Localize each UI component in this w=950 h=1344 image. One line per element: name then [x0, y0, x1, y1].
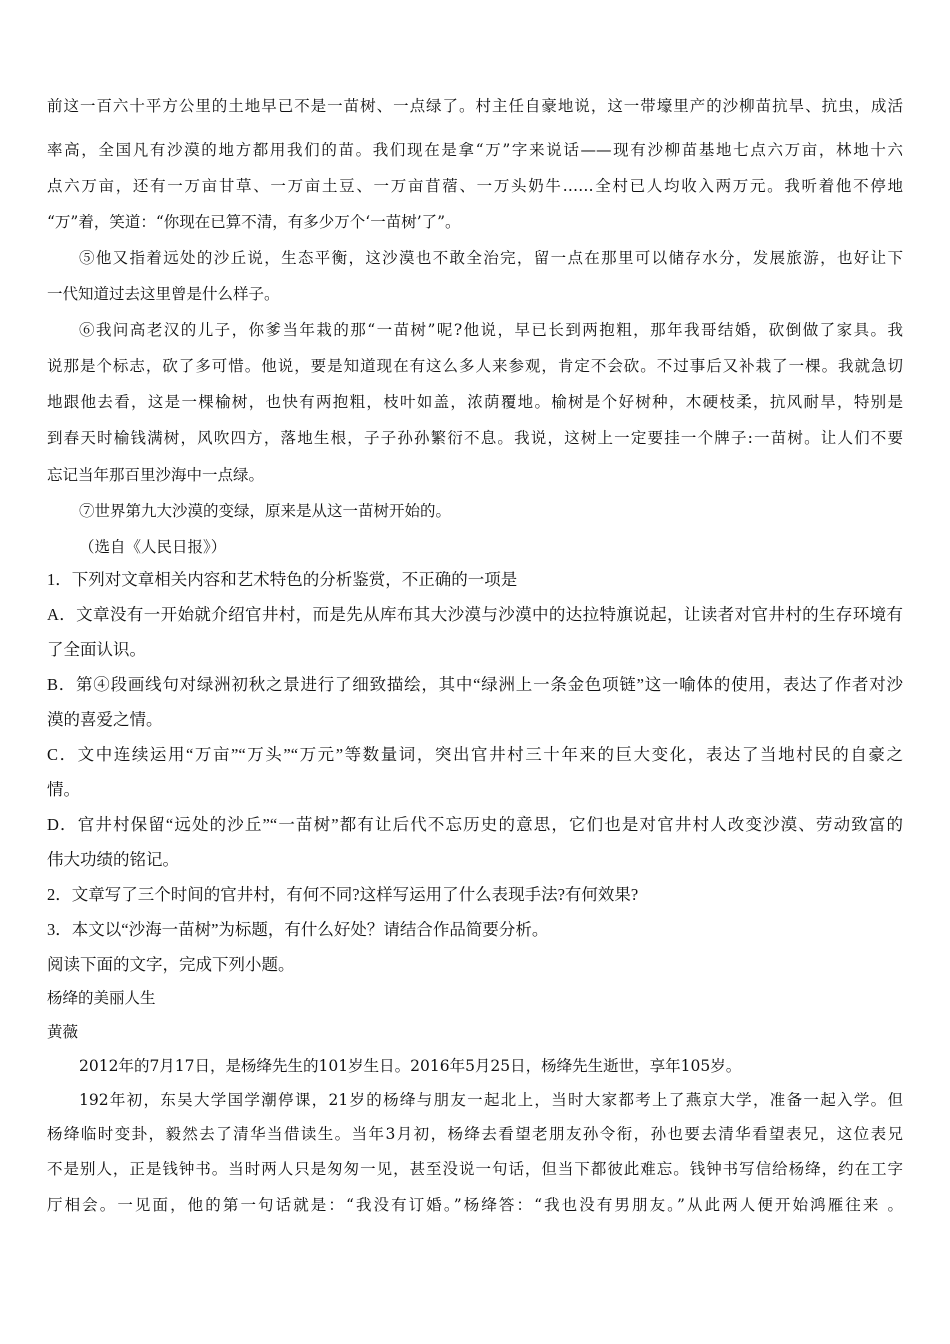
paragraph-line: ⑥我问高老汉的儿子，你爹当年栽的那“一苗树”呢?他说，早已长到两抱粗，那年我哥结婚，砍倒做了家具。我 — [79, 321, 903, 339]
paragraph-line: 地跟他去看，这是一棵榆树，也快有两抱粗，枝叶如盖，浓荫覆地。榆树是个好树种，木硬枝柔，抗风耐旱，特别是 — [47, 393, 903, 411]
source-citation: （选自《人民日报》） — [79, 538, 227, 556]
option-d-continued: 伟大功绩的铭记。 — [47, 850, 179, 869]
paragraph-line: 不是别人，正是钱钟书。当时两人只是匆匆一见，甚至没说一句话，但当下都彼此难忘。钱钟书写信给杨绛，约在工字 — [47, 1160, 903, 1178]
option-c: C．文中连续运用“万亩”“万头”“万元”等数量词，突出官井村三十年来的巨大变化，表达了当地村民的自豪之 — [47, 745, 903, 764]
question-2: 2．文章写了三个时间的官井村，有何不同?这样写运用了什么表现手法?有何效果? — [47, 885, 639, 904]
paragraph-line: 说那是个标志，砍了多可惜。他说，要是知道现在有这么多人来参观，肯定不会砍。不过事后又补栽了一棵。我就急切 — [47, 357, 903, 375]
paragraph-line: 厅相会。一见面，他的第一句话就是：“我没有订婚。”杨绛答：“我也没有男朋友。”从此两人便开始鸿雁往来 。 — [47, 1196, 903, 1214]
paragraph-line: 2012年的7月17日，是杨绛先生的101岁生日。2016年5月25日，杨绛先生逝世，享年105岁。 — [79, 1057, 742, 1075]
option-c-continued: 情。 — [47, 780, 80, 799]
paragraph-line: ⑦世界第九大沙漠的变绿，原来是从这一苗树开始的。 — [79, 502, 452, 520]
paragraph-line: ⑤他又指着远处的沙丘说，生态平衡，这沙漠也不敢全治完，留一点在那里可以储存水分，发展旅游，也好让下 — [79, 249, 903, 267]
question-1: 1．下列对文章相关内容和艺术特色的分析鉴赏，不正确的一项是 — [47, 570, 518, 589]
paragraph-line: 杨绛临时变卦，毅然去了清华当借读生。当年3月初，杨绛去看望老朋友孙令衔，孙也要去清华看望表兄，这位表兄 — [47, 1125, 903, 1143]
option-b-continued: 漠的喜爱之情。 — [47, 710, 163, 729]
paragraph-line: “万”着，笑道：“你现在已算不清，有多少万个‘一苗树’了”。 — [47, 213, 461, 231]
paragraph-line: 一代知道过去这里曾是什么样子。 — [47, 285, 280, 303]
question-3: 3．本文以“沙海一苗树”为标题，有什么好处？请结合作品简要分析。 — [47, 920, 549, 939]
option-d: D．官井村保留“远处的沙丘”“一苗树”都有让后代不忘历史的意思，它们也是对官井村人改变沙漠、劳动致富的 — [47, 815, 903, 834]
article-author: 黄薇 — [47, 1023, 79, 1041]
option-a: A．文章没有一开始就介绍官井村，而是先从库布其大沙漠与沙漠中的达拉特旗说起，让读者对官井村的生存环境有 — [47, 605, 903, 624]
paragraph-line: 点六万亩，还有一万亩甘草、一万亩土豆、一万亩苜蓿、一万头奶牛……全村已人均收入两万元。我听着他不停地 — [47, 177, 903, 195]
paragraph-line: 到春天时榆钱满树，风吹四方，落地生根，子子孙孙繁衍不息。我说，这树上一定要挂一个牌子:一苗树。让人们不要 — [47, 429, 903, 447]
paragraph-line: 率高，全国凡有沙漠的地方都用我们的苗。我们现在是拿“万”字来说话——现有沙柳苗基地七点六万亩，林地十六 — [47, 141, 903, 159]
option-a-continued: 了全面认识。 — [47, 640, 146, 659]
paragraph-line: 192年初，东吴大学国学潮停课，21岁的杨绛与朋友一起北上，当时大家都考上了燕京大学，准备一起入学。但 — [79, 1091, 903, 1109]
article-title: 杨绛的美丽人生 — [47, 989, 156, 1007]
option-b: B．第④段画线句对绿洲初秋之景进行了细致描绘，其中“绿洲上一条金色项链”这一喻体的使用，表达了作者对沙 — [47, 675, 903, 694]
paragraph-line: 忘记当年那百里沙海中一点绿。 — [47, 466, 265, 484]
reading-instruction: 阅读下面的文字，完成下列小题。 — [47, 955, 295, 974]
paragraph-line: 前这一百六十平方公里的土地早已不是一苗树、一点绿了。村主任自豪地说，这一带壕里产的沙柳苗抗旱、抗虫，成活 — [47, 97, 903, 115]
